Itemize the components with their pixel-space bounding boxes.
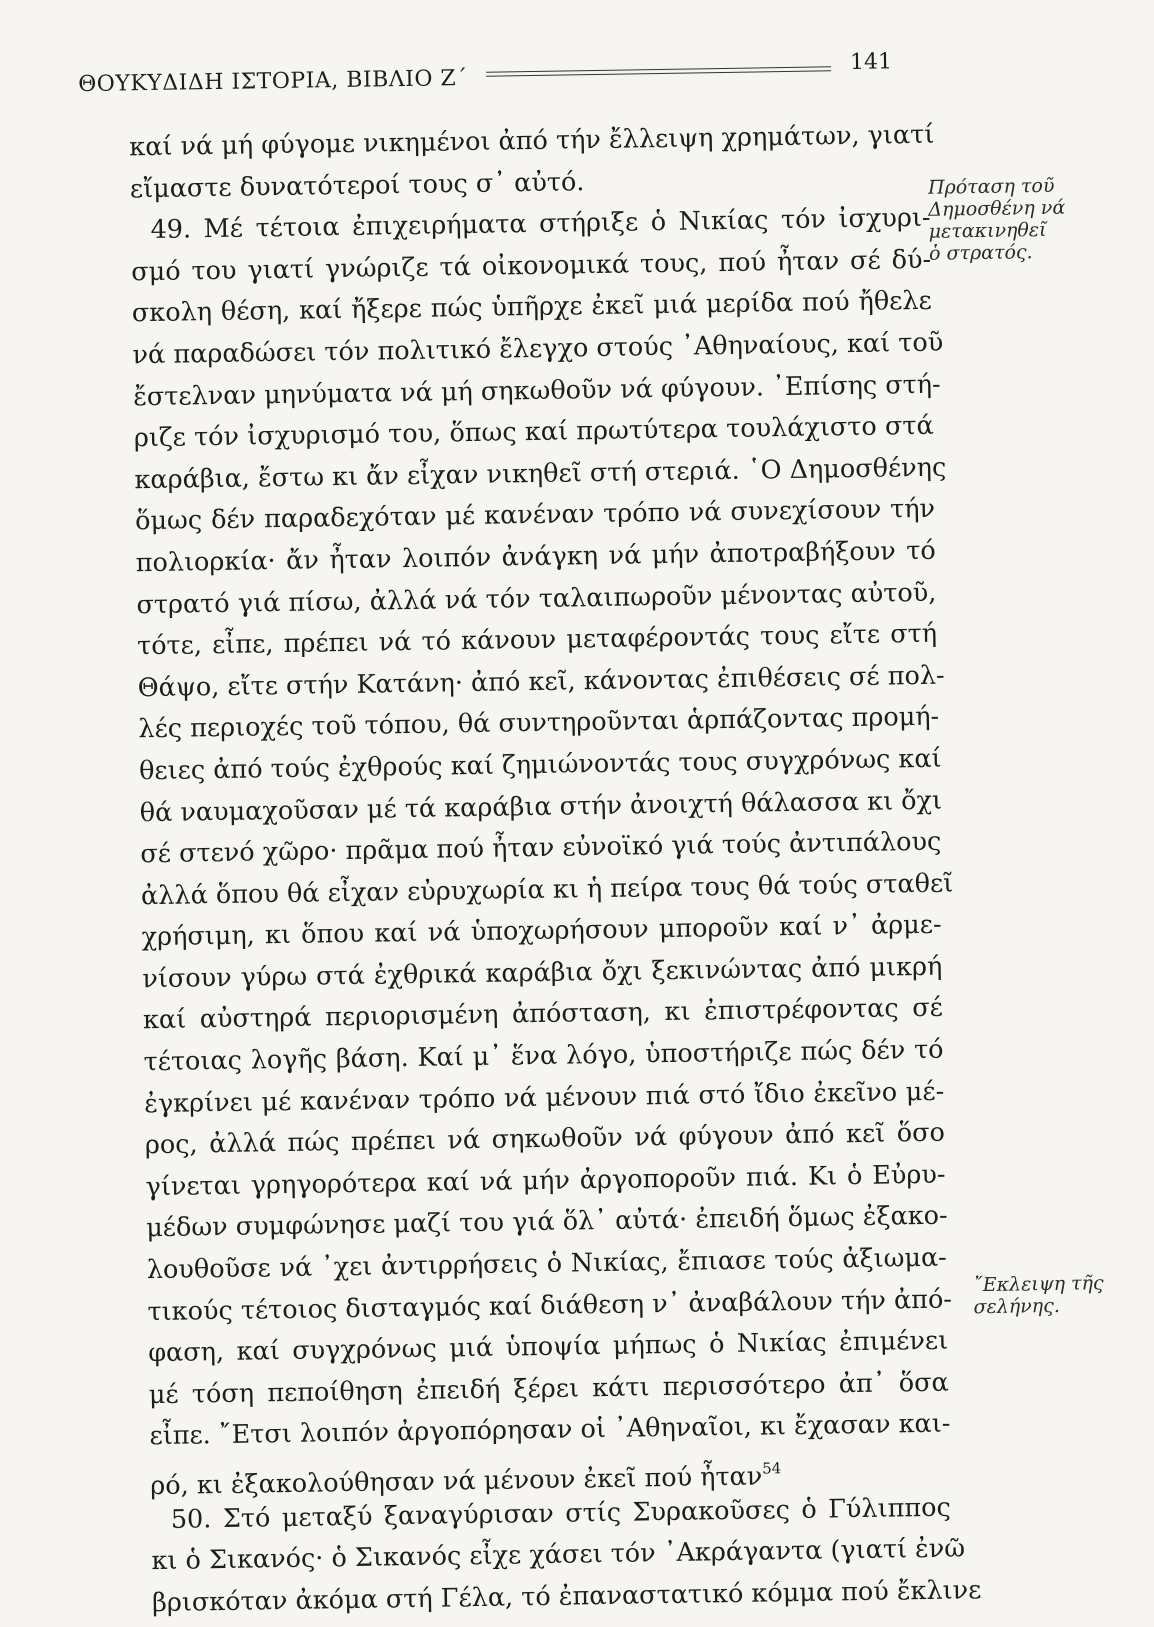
text-line: ἔστελναν μηνύματα νά μή σηκωθοῦν νά φύγουν. ᾿Επίσης στή- [132,369,941,412]
text-line: τότε, εἶπε, πρέπει νά τό κάνουν μεταφέροντάς τους εἴτε στή [136,618,938,662]
text-line: σμό του γιατί γνώριζε τά οἰκονομικά τους, πού ἦταν σέ δύ- [130,244,932,288]
text-line: ὅμως δέν παραδεχόταν μέ κανέναν τρόπο νά συνεχίσουν τήν [134,494,936,537]
text-line: λές περιοχές τοῦ τόπου, θά συντηροῦνται ἁρπάζοντας προμή- [138,701,940,745]
text-line: γίνεται γρηγορότερα καί νά μήν ἀργοποροῦν πιά. Κι ὁ Εὐρυ- [145,1159,946,1203]
text-line: εἶπε. ῎Ετσι λοιπόν ἀργοπόρησαν οἱ ᾿Αθηναῖοι, κι ἔχασαν και- [149,1408,951,1452]
text-line: μέ τόση πεποίθηση ἐπειδή ξέρει κάτι περισσότερο ἀπ᾿ ὅσα [148,1367,949,1410]
marginal-note-line: Πρόταση τοῦ [927,174,1055,199]
text-line: στρατό γιά πίσω, ἀλλά νά τόν ταλαιπωροῦν μένοντας αὐτοῦ, [136,577,937,620]
header-rule [486,66,831,76]
footnote-reference[interactable]: 54 [762,1459,782,1478]
text-line: νά παραδώσει τόν πολιτικό ἔλεγχο στούς ᾿Αθηναίους, καί τοῦ [132,327,944,371]
marginal-note-line: ὁ στρατός. [928,241,1033,265]
text-line: βρισκόταν ἀκόμα στή Γέλα, τό ἐπαναστατικό κόμμα πού ἔκλινε [151,1574,982,1618]
text-line: θά ναυμαχοῦσαν μέ τά καράβια στήν ἀνοιχτή θάλασσα κι ὄχι [139,785,943,828]
marginal-note-line: μετακινηθεῖ [928,218,1047,243]
text-line: χρήσιμη, κι ὅπου καί νά ὑποχωρήσουν μποροῦν καί ν᾿ ἀρμε- [141,909,942,953]
text-line: 50. Στό μεταξύ ξαναγύρισαν στίς Συρακοῦσες ὁ Γύλιππος [170,1492,951,1535]
text-line: καί νά μή φύγομε νικημένοι ἀπό τήν ἔλλειψη χρημάτων, γιατί [129,119,935,163]
marginal-note-eclipse [973,1272,1104,1318]
page-header [78,49,899,102]
running-title: ΘΟΥΚΥΔΙΔΗ ΙΣΤΟΡΙΑ, ΒΙΒΛΙΟ Ζ΄ [78,66,468,98]
text-line: θειες ἀπό τούς ἐχθρούς καί ζημιώνοντάς τους συγχρόνως καί [138,743,942,787]
page-number: 141 [849,49,893,75]
marginal-note-line: σελήνης. [973,1294,1060,1319]
text-line: σκολη θέση, καί ἤξερε πώς ὑπῆρχε ἐκεῖ μιά μερίδα πού ἤθελε [131,286,933,329]
marginal-note-demosthenes [928,175,1066,265]
text-line: ρος, ἀλλά πώς πρέπει νά σηκωθοῦν νά φύγουν ἀπό κεῖ ὅσο [144,1117,946,1161]
text-line: ρό, κι ἐξακολούθησαν νά μένουν ἐκεῖ πού ἦταν [150,1461,763,1502]
marginal-note-line: Δημοσθένη νά [928,196,1066,221]
text-line: ἀλλά ὅπου θά εἶχαν εὐρυχωρία κι ἡ πείρα τους θά τούς σταθεῖ [140,868,954,911]
text-line: φαση, καί συγχρόνως μιά ὑποψία μήπως ὁ Νικίας ἐπιμένει [147,1325,949,1369]
text-line: τικούς τέτοιος δισταγμός καί διάθεση ν᾿ ἀναβάλουν τήν ἀπό- [147,1284,953,1327]
text-line: καράβια, ἔστω κι ἄν εἶχαν νικηθεῖ στή στεριά. ῾Ο Δημοσθένης [134,452,947,496]
text-line: νίσουν γύρω στά ἐχθρικά καράβια ὄχι ξεκινώντας ἀπό μικρή [142,951,943,995]
text-line: καί αὐστηρά περιορισμένη ἀπόσταση, κι ἐπιστρέφοντας σέ [142,993,944,1036]
text-line: ριζε τόν ἰσχυρισμό του, ὅπως καί πρωτύτερα τουλάχιστο στά [133,410,934,454]
text-line: ἐγκρίνει μέ κανέναν τρόπο νά μένουν πιά στό ἴδιο ἐκεῖνο μέ- [144,1076,945,1119]
text-line: Θάψο, εἴτε στήν Κατάνη· ἀπό κεῖ, κάνοντας ἐπιθέσεις σέ πολ- [137,660,945,703]
text-line: 49. Μέ τέτοια ἐπιχειρήματα στήριξε ὁ Νικίας τόν ἰσχυρι- [150,202,931,246]
text-line: πολιορκία· ἄν ἦταν λοιπόν ἀνάγκη νά μήν ἀποτραβήξουν τό [135,535,936,579]
text-line: κι ὁ Σικανός· ὁ Σικανός εἶχε χάσει τόν ᾿Ακράγαντα (γιατί ἐνῶ [151,1533,966,1577]
text-line: μέδων συμφώνησε μαζί του γιά ὅλ᾿ αὐτά· ἐπειδή ὅμως ἐξακο- [146,1201,948,1244]
text-line: σέ στενό χῶρο· πρᾶμα πού ἦταν εὐνοϊκό γιά τούς ἀντιπάλους [140,826,942,870]
text-line: εἴμαστε δυνατότεροί τους σ᾿ αὐτό. [129,166,585,204]
text-line: τέτοιας λογῆς βάση. Καί μ᾿ ἕνα λόγο, ὑποστήριζε πώς δέν τό [143,1034,944,1078]
text-line: λουθοῦσε νά ᾿χει ἀντιρρήσεις ὁ Νικίας, ἔπιασε τούς ἀξιωμα- [146,1242,948,1286]
marginal-note-line: ῎Εκλειψη τῆς [973,1272,1104,1297]
